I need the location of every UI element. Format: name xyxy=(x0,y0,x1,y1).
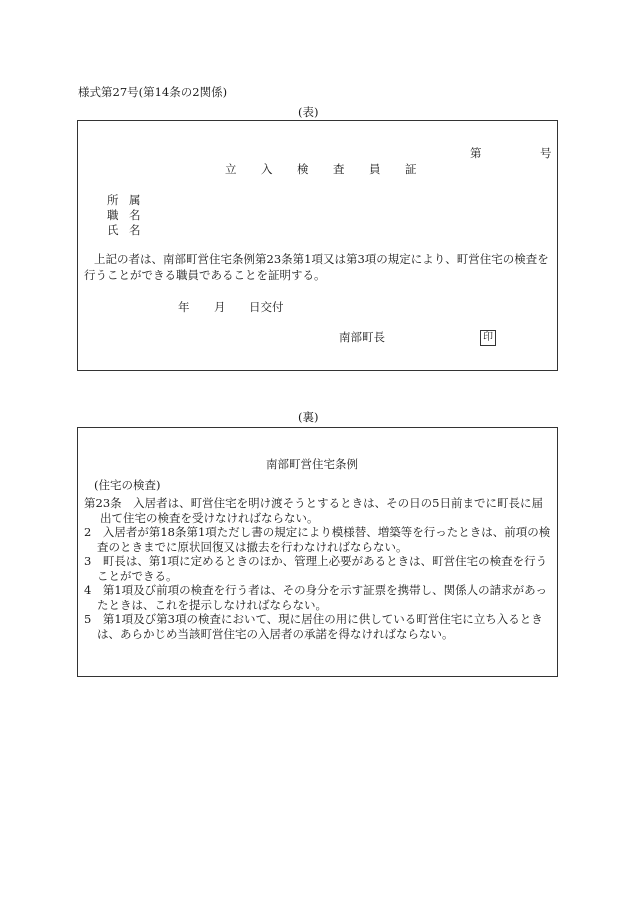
article-text: 入居者は、町営住宅を明け渡そうとするときは、その日の5日前までに町長に届出て住宅の検査を受けなければならない。 xyxy=(100,496,543,525)
back-card xyxy=(77,427,558,677)
paragraph-text: 第1項及び第3項の検査において、現に居住の用に供している町営住宅に立ち入るときは、あらかじめ当該町営住宅の入居者の承諾を得なければならない。 xyxy=(91,612,543,641)
paragraph-2 xyxy=(84,525,554,554)
ordinance-heading: 南部町営住宅条例 xyxy=(266,457,358,471)
field-label-char: 氏 xyxy=(107,223,119,237)
number-go: 号 xyxy=(540,146,552,160)
paragraph-text: 入居者が第18条第1項ただし書の規定により模様替、増築等を行ったときは、前項の検査のときまでに原状回復又は撤去を行わなければならない。 xyxy=(91,525,551,554)
certification-line-1: 上記の者は、南部町営住宅条例第23条第1項又は第3項の規定により、町営住宅の検査を xyxy=(94,252,549,266)
card-title-char: 査 xyxy=(333,162,345,176)
date-month: 月 xyxy=(214,300,226,314)
field-title xyxy=(107,210,141,222)
paragraph-number: 2 xyxy=(84,525,92,539)
article-number: 第23条 xyxy=(84,496,122,510)
form-label: 様式第27号(第14条の2関係) xyxy=(78,85,228,99)
front-side-label: (表) xyxy=(298,105,319,119)
front-card xyxy=(77,120,558,371)
paragraph-3 xyxy=(84,554,554,583)
back-side-label: (裏) xyxy=(298,410,319,424)
field-affiliation xyxy=(107,195,141,207)
issuer: 南部町長 xyxy=(339,330,385,344)
paragraph-5 xyxy=(84,612,554,641)
card-title-char: 員 xyxy=(369,162,381,176)
paragraph-number: 4 xyxy=(84,583,92,597)
card-title xyxy=(225,164,417,176)
field-name xyxy=(107,225,141,237)
field-label-char: 所 xyxy=(107,193,119,207)
paragraph-text: 町長は、第1項に定めるときのほか、管理上必要があるときは、町営住宅の検査を行うことができる。 xyxy=(91,554,548,583)
card-title-char: 検 xyxy=(297,162,309,176)
paragraph-4 xyxy=(84,583,554,612)
seal-stamp: 印 xyxy=(480,330,496,346)
article-23 xyxy=(84,496,554,525)
field-label-char: 職 xyxy=(107,208,119,222)
paragraph-text: 第1項及び前項の検査を行う者は、その身分を示す証票を携帯し、関係人の請求があったときは、これを提示しなければならない。 xyxy=(91,583,548,612)
card-title-char: 入 xyxy=(261,162,273,176)
certification-line-2: 行うことができる職員であることを証明する。 xyxy=(84,268,326,282)
article-caption: (住宅の検査) xyxy=(94,478,161,492)
number-dai: 第 xyxy=(470,146,482,160)
field-label-char: 名 xyxy=(129,223,141,237)
card-title-char: 証 xyxy=(405,162,417,176)
date-year: 年 xyxy=(178,300,190,314)
paragraph-number: 3 xyxy=(84,554,92,568)
paragraph-number: 5 xyxy=(84,612,92,626)
date-issue: 日交付 xyxy=(249,300,284,314)
card-title-char: 立 xyxy=(225,162,237,176)
field-label-char: 名 xyxy=(129,208,141,222)
ordinance-body xyxy=(84,496,554,641)
field-label-char: 属 xyxy=(129,193,141,207)
